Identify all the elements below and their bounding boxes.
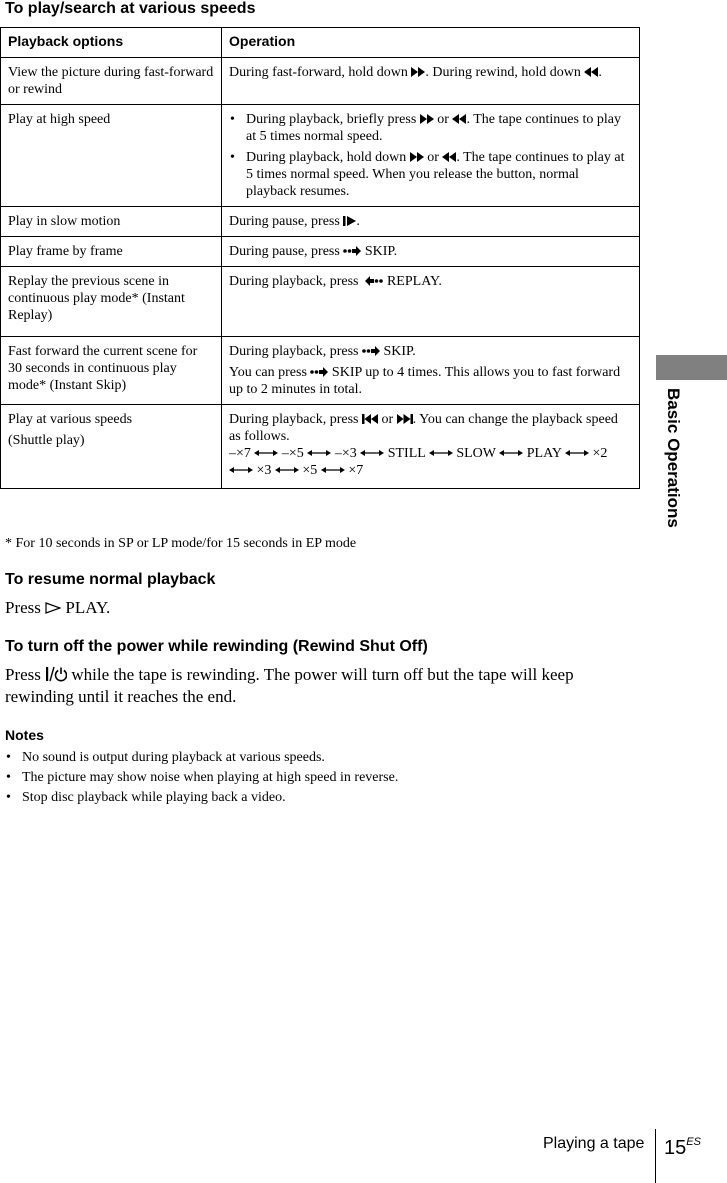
speed-value: –×5 xyxy=(281,446,304,461)
table-row xyxy=(1,337,640,405)
speed-value: ×2 xyxy=(592,446,608,461)
page-number-value: 15 xyxy=(664,1137,687,1159)
operation-cell xyxy=(222,105,640,207)
operation-text: SKIP. xyxy=(364,244,398,259)
double-arrow-icon xyxy=(307,448,331,458)
operation-text: During playback, press xyxy=(229,344,359,359)
table-header-row xyxy=(1,28,640,58)
speed-value: STILL xyxy=(387,446,426,461)
operation-cell xyxy=(222,267,640,337)
body-text-part: PLAY. xyxy=(65,598,111,617)
fast-forward-icon xyxy=(411,67,425,77)
option-cell: Play frame by frame xyxy=(1,237,222,267)
operation-text: or xyxy=(437,112,449,127)
footer-divider xyxy=(655,1129,656,1183)
section-heading-resume: To resume normal playback xyxy=(5,571,216,588)
speed-value: ×3 xyxy=(256,463,272,478)
power-icon xyxy=(45,666,67,682)
list-item xyxy=(229,111,632,145)
speed-value: –×7 xyxy=(229,446,251,461)
operation-text: During pause, press xyxy=(229,214,340,229)
double-arrow-icon xyxy=(429,448,453,458)
slow-icon xyxy=(343,216,356,226)
option-text: (Shuttle play) xyxy=(8,433,85,448)
operation-bullets xyxy=(229,111,632,200)
operation-text: You can press xyxy=(229,365,307,380)
prev-icon xyxy=(362,414,378,424)
speed-value: PLAY xyxy=(526,446,562,461)
column-header-options: Playback options xyxy=(1,28,222,58)
operation-text: During playback, hold down xyxy=(246,150,407,165)
operation-text: . The tape continues to play at 5 times normal speed. When you release the button, normal playback resumes. xyxy=(246,150,625,199)
table-row xyxy=(1,207,640,237)
section-heading-rewind-shut-off: To turn off the power while rewinding (Rewind Shut Off) xyxy=(5,638,428,655)
double-arrow-icon xyxy=(499,448,523,458)
fast-forward-icon xyxy=(420,114,434,124)
table-row xyxy=(1,267,640,337)
double-arrow-icon xyxy=(360,448,384,458)
speed-sequence xyxy=(229,445,632,479)
section-tab-marker xyxy=(656,355,727,380)
list-item xyxy=(229,149,632,200)
rewind-icon xyxy=(584,67,598,77)
speed-value: –×3 xyxy=(334,446,357,461)
table-row xyxy=(1,237,640,267)
next-icon xyxy=(397,414,413,424)
double-arrow-icon xyxy=(229,465,253,475)
operation-cell xyxy=(222,207,640,237)
operation-text: . You can change the playback speed as follows. xyxy=(229,412,618,444)
operation-line xyxy=(229,343,632,360)
option-cell: Play at high speed xyxy=(1,105,222,207)
operation-text: During fast-forward, hold down xyxy=(229,65,408,80)
replay-icon xyxy=(365,276,383,286)
operation-text: or xyxy=(381,412,394,427)
play-icon xyxy=(45,602,61,614)
operation-text: . During rewind, hold down xyxy=(425,65,581,80)
operation-cell xyxy=(222,337,640,405)
resume-text xyxy=(5,597,635,619)
option-cell: Replay the previous scene in continuous play mode* (Instant Replay) xyxy=(1,267,222,337)
double-arrow-icon xyxy=(275,465,299,475)
fast-forward-icon xyxy=(410,152,424,162)
playback-options-table xyxy=(0,27,640,489)
operation-cell xyxy=(222,58,640,105)
operation-text: During pause, press xyxy=(229,244,340,259)
body-text-part: Press xyxy=(5,598,41,617)
option-cell xyxy=(1,405,222,489)
option-cell: View the picture during fast-forward or rewind xyxy=(1,58,222,105)
speed-value: ×5 xyxy=(302,463,318,478)
operation-text: . xyxy=(598,65,602,80)
operation-text: During playback, briefly press xyxy=(246,112,417,127)
section-heading-search: To play/search at various speeds xyxy=(5,0,256,17)
rewind-text xyxy=(5,664,635,708)
option-cell: Play in slow motion xyxy=(1,207,222,237)
operation-line xyxy=(229,364,632,398)
operation-cell xyxy=(222,405,640,489)
rewind-icon xyxy=(452,114,466,124)
skip-icon xyxy=(343,246,361,256)
page-number xyxy=(664,1130,701,1160)
side-section-label: Basic Operations xyxy=(664,388,683,528)
notes-list xyxy=(5,748,635,808)
skip-icon xyxy=(310,367,328,377)
skip-icon xyxy=(362,346,380,356)
table-row xyxy=(1,58,640,105)
operation-text: SKIP up to 4 times. This allows you to fast forward up to 2 minutes in total. xyxy=(229,365,621,397)
operation-text: SKIP. xyxy=(383,344,416,359)
operation-cell xyxy=(222,237,640,267)
double-arrow-icon xyxy=(254,448,278,458)
operation-text: or xyxy=(427,150,439,165)
body-text-part: while the tape is rewinding. The power will turn off but the tape will keep rewinding until it reaches the end. xyxy=(5,665,574,706)
footnote: * For 10 seconds in SP or LP mode/for 15 seconds in EP mode xyxy=(5,536,357,551)
double-arrow-icon xyxy=(321,465,345,475)
body-text-part: Press xyxy=(5,665,41,684)
list-item: • The picture may show noise when playing at high speed in reverse. xyxy=(5,768,635,788)
table-row xyxy=(1,405,640,489)
speed-value: ×7 xyxy=(348,463,364,478)
footer-page-title: Playing a tape xyxy=(543,1135,645,1152)
page-number-suffix: ES xyxy=(686,1136,701,1148)
double-arrow-icon xyxy=(565,448,589,458)
list-item: • No sound is output during playback at various speeds. xyxy=(5,748,635,768)
operation-text: During playback, press xyxy=(229,412,359,427)
operation-text: . xyxy=(356,214,360,229)
notes-title: Notes xyxy=(5,727,44,743)
speed-value: SLOW xyxy=(456,446,496,461)
option-cell: Fast forward the current scene for 30 seconds in continuous play mode* (Instant Skip) xyxy=(1,337,222,405)
rewind-icon xyxy=(442,152,456,162)
column-header-operation: Operation xyxy=(222,28,640,58)
option-text: Play at various speeds xyxy=(8,412,133,427)
operation-text: REPLAY. xyxy=(386,274,442,289)
operation-text: During playback, press xyxy=(229,274,359,289)
table-row xyxy=(1,105,640,207)
operation-text: . The tape continues to play at 5 times normal speed. xyxy=(246,112,621,144)
list-item: • Stop disc playback while playing back a video. xyxy=(5,788,635,808)
